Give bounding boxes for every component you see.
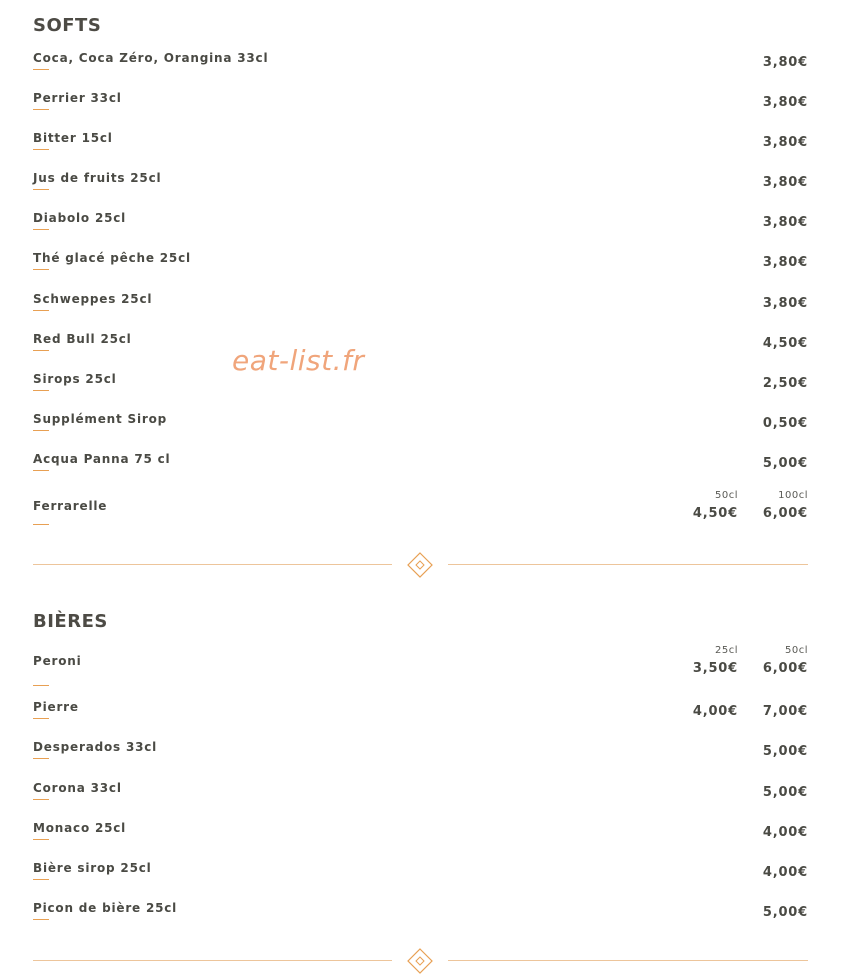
item-name: Jus de fruits 25cl (33, 171, 162, 185)
menu-item (33, 700, 808, 740)
watermark: eat-list.fr (232, 344, 365, 377)
item-dash (33, 269, 49, 270)
menu-item (33, 901, 808, 941)
item-name: Peroni (33, 654, 82, 668)
item-name: Diabolo 25cl (33, 211, 127, 225)
menu-item (33, 781, 808, 821)
item-price: 7,00€ (762, 704, 808, 719)
item-dash (33, 430, 49, 431)
divider-line (33, 564, 392, 565)
item-price: 4,00€ (762, 865, 808, 880)
item-dash (33, 919, 49, 920)
item-name: Pierre (33, 700, 79, 714)
item-price: 6,00€ (762, 661, 808, 676)
item-name: Supplément Sirop (33, 412, 168, 426)
item-price: 5,00€ (762, 905, 808, 920)
section-title-softs: SOFTS (33, 15, 102, 36)
item-price: 2,50€ (762, 376, 808, 391)
item-price: 6,00€ (762, 506, 808, 521)
item-price: 3,80€ (762, 55, 808, 70)
item-name: Acqua Panna 75 cl (33, 452, 171, 466)
item-price: 3,80€ (762, 135, 808, 150)
menu-item (33, 251, 808, 291)
item-price: 4,00€ (692, 704, 738, 719)
item-dash (33, 799, 49, 800)
diamond-icon (407, 948, 433, 974)
item-price: 3,80€ (762, 175, 808, 190)
menu-item (33, 861, 808, 901)
menu-item (33, 740, 808, 780)
menu-item (33, 645, 808, 694)
item-dash (33, 109, 49, 110)
item-dash (33, 390, 49, 391)
menu-item (33, 131, 808, 171)
item-price: 4,50€ (692, 506, 738, 521)
size-label: 50cl (714, 490, 738, 501)
menu-item (33, 91, 808, 131)
menu-item (33, 821, 808, 861)
item-name: Perrier 33cl (33, 91, 122, 105)
size-label: 25cl (714, 645, 738, 656)
divider-line (448, 564, 808, 565)
item-dash (33, 718, 49, 719)
item-dash (33, 69, 49, 70)
menu-item (33, 372, 808, 412)
item-name: Ferrarelle (33, 499, 108, 513)
diamond-icon (407, 552, 433, 578)
section-divider (33, 552, 808, 578)
menu-item (33, 171, 808, 211)
item-price: 3,80€ (762, 296, 808, 311)
item-name: Monaco 25cl (33, 821, 127, 835)
size-label: 100cl (778, 490, 808, 501)
item-name: Schweppes 25cl (33, 292, 153, 306)
item-price: 5,00€ (762, 785, 808, 800)
item-price: 4,50€ (762, 336, 808, 351)
divider-line (33, 960, 392, 961)
menu-item (33, 490, 808, 539)
item-dash (33, 839, 49, 840)
item-dash (33, 229, 49, 230)
section-title-bieres: BIÈRES (33, 611, 108, 632)
menu-item (33, 412, 808, 452)
item-dash (33, 879, 49, 880)
menu-item (33, 332, 808, 372)
size-label: 50cl (784, 645, 808, 656)
item-name: Bière sirop 25cl (33, 861, 152, 875)
item-price: 3,80€ (762, 95, 808, 110)
item-name: Corona 33cl (33, 781, 122, 795)
item-dash (33, 149, 49, 150)
section-divider (33, 948, 808, 974)
menu-item (33, 292, 808, 332)
menu-item (33, 452, 808, 492)
item-dash (33, 350, 49, 351)
item-dash (33, 470, 49, 471)
item-name: Coca, Coca Zéro, Orangina 33cl (33, 51, 269, 65)
item-name: Sirops 25cl (33, 372, 117, 386)
item-dash (33, 310, 49, 311)
divider-line (448, 960, 808, 961)
menu-item (33, 211, 808, 251)
item-name: Bitter 15cl (33, 131, 113, 145)
item-price: 5,00€ (762, 744, 808, 759)
menu-item (33, 51, 808, 91)
item-price: 0,50€ (762, 416, 808, 431)
item-price: 3,80€ (762, 215, 808, 230)
item-price: 3,50€ (692, 661, 738, 676)
item-name: Thé glacé pêche 25cl (33, 251, 191, 265)
item-name: Desperados 33cl (33, 740, 158, 754)
item-name: Red Bull 25cl (33, 332, 132, 346)
item-dash (33, 758, 49, 759)
item-price: 3,80€ (762, 255, 808, 270)
item-price: 4,00€ (762, 825, 808, 840)
item-price: 5,00€ (762, 456, 808, 471)
item-name: Picon de bière 25cl (33, 901, 178, 915)
item-dash (33, 685, 49, 686)
item-dash (33, 524, 49, 525)
item-dash (33, 189, 49, 190)
